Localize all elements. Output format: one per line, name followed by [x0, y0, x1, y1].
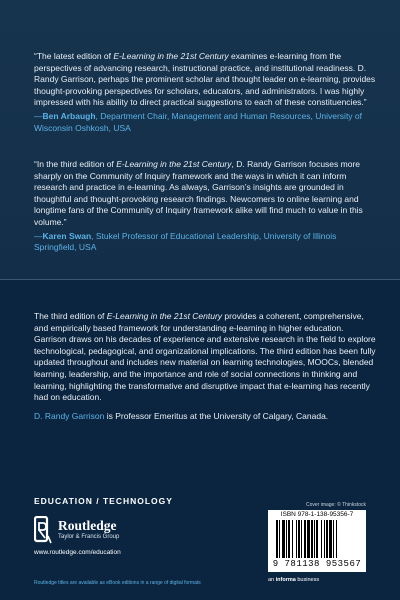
quote-affiliation: , Stukel Professor of Educational Leadership, University of Illinois Springfield, USA: [34, 230, 337, 253]
quote-affiliation: , Department Chair, Management and Human Resources, University of Wisconsin Oshkosh, USA: [34, 110, 363, 133]
informa-business: an informa business: [268, 577, 320, 583]
cover-credit: Cover image: © Thinkstock: [305, 502, 366, 508]
quote-attribution: —Karen Swan, Stukel Professor of Educational Leadership, University of Illinois Springfield, USA: [34, 230, 337, 253]
book-title: E-Learning in the 21st Century: [113, 51, 229, 61]
quote-attribution: —Ben Arbaugh, Department Chair, Management and Human Resources, University of Wisconsin Oshkosh, USA: [34, 110, 363, 133]
quote-text: “The latest edition of E-Learning in the 21st Century examines e-learning from the perspectives of advancing research, instructional practice, and institutional readiness. D. Randy Garrison, perhaps the prominent scholar and thought leader on e-learning, provides thought-provoking perspectives for scholars, educators, and administrators. I was highly impressed with his ability to direct practical suggestions to each of these constituencies.”: [34, 51, 376, 108]
quote-text: “In the third edition of E-Learning in the 21st Century, D. Randy Garrison focuses more sharply on the Community of Inquiry framework and the ways in which it can inform research and practice in e-learning. As always, Garrison’s insights are grounded in thoughtful and thought-provoking research findings. Newcomers to online learning and longtime fans of the Community of Inquiry framework alike will find much to value in this volume.”: [34, 159, 363, 227]
routledge-logo-icon: [34, 516, 52, 544]
publisher-name: Routledge: [58, 518, 117, 533]
barcode-digits: 9 781138 953567: [272, 559, 362, 569]
barcode-bars: [276, 520, 358, 558]
publisher-tagline: Taylor & Francis Group: [58, 534, 120, 540]
author-name: D. Randy Garrison: [34, 411, 105, 421]
endorsement-quote-2: [34, 159, 378, 254]
isbn-barcode: [268, 510, 366, 572]
ebook-note: Routledge titles are available as eBook editions in a range of digital formats: [34, 580, 201, 586]
section-divider: [0, 279, 400, 280]
isbn-number: ISBN 978-1-138-95356-7: [280, 511, 354, 518]
publisher-website: www.routledge.com/education: [34, 549, 121, 556]
author-bio: D. Randy Garrison is Professor Emeritus at the University of Calgary, Canada.: [34, 411, 329, 421]
subject-category: EDUCATION / TECHNOLOGY: [34, 496, 173, 506]
quote-author: Karen Swan: [42, 230, 92, 241]
publisher-logo: [34, 516, 204, 546]
book-title: E-Learning in the 21st Century: [116, 159, 232, 169]
book-description: The third edition of E-Learning in the 21st Century provides a coherent, comprehensive, and empirically based framework for understanding e-learning in higher education. Garrison draws on his decades of experience and extensive research in the field to explore technological, pedagogical, and organizational implications. The third edition has been fully updated throughout and includes new material on learning technologies, MOOCs, blended learning, leadership, and the importance and role of social connections in thinking and learning, highlighting the transformative and disruptive impact that e-learning has recently had on education.: [34, 311, 376, 403]
endorsement-quote-1: [34, 51, 378, 134]
book-title: E-Learning in the 21st Century: [106, 311, 223, 321]
quote-author: Ben Arbaugh: [42, 110, 96, 121]
